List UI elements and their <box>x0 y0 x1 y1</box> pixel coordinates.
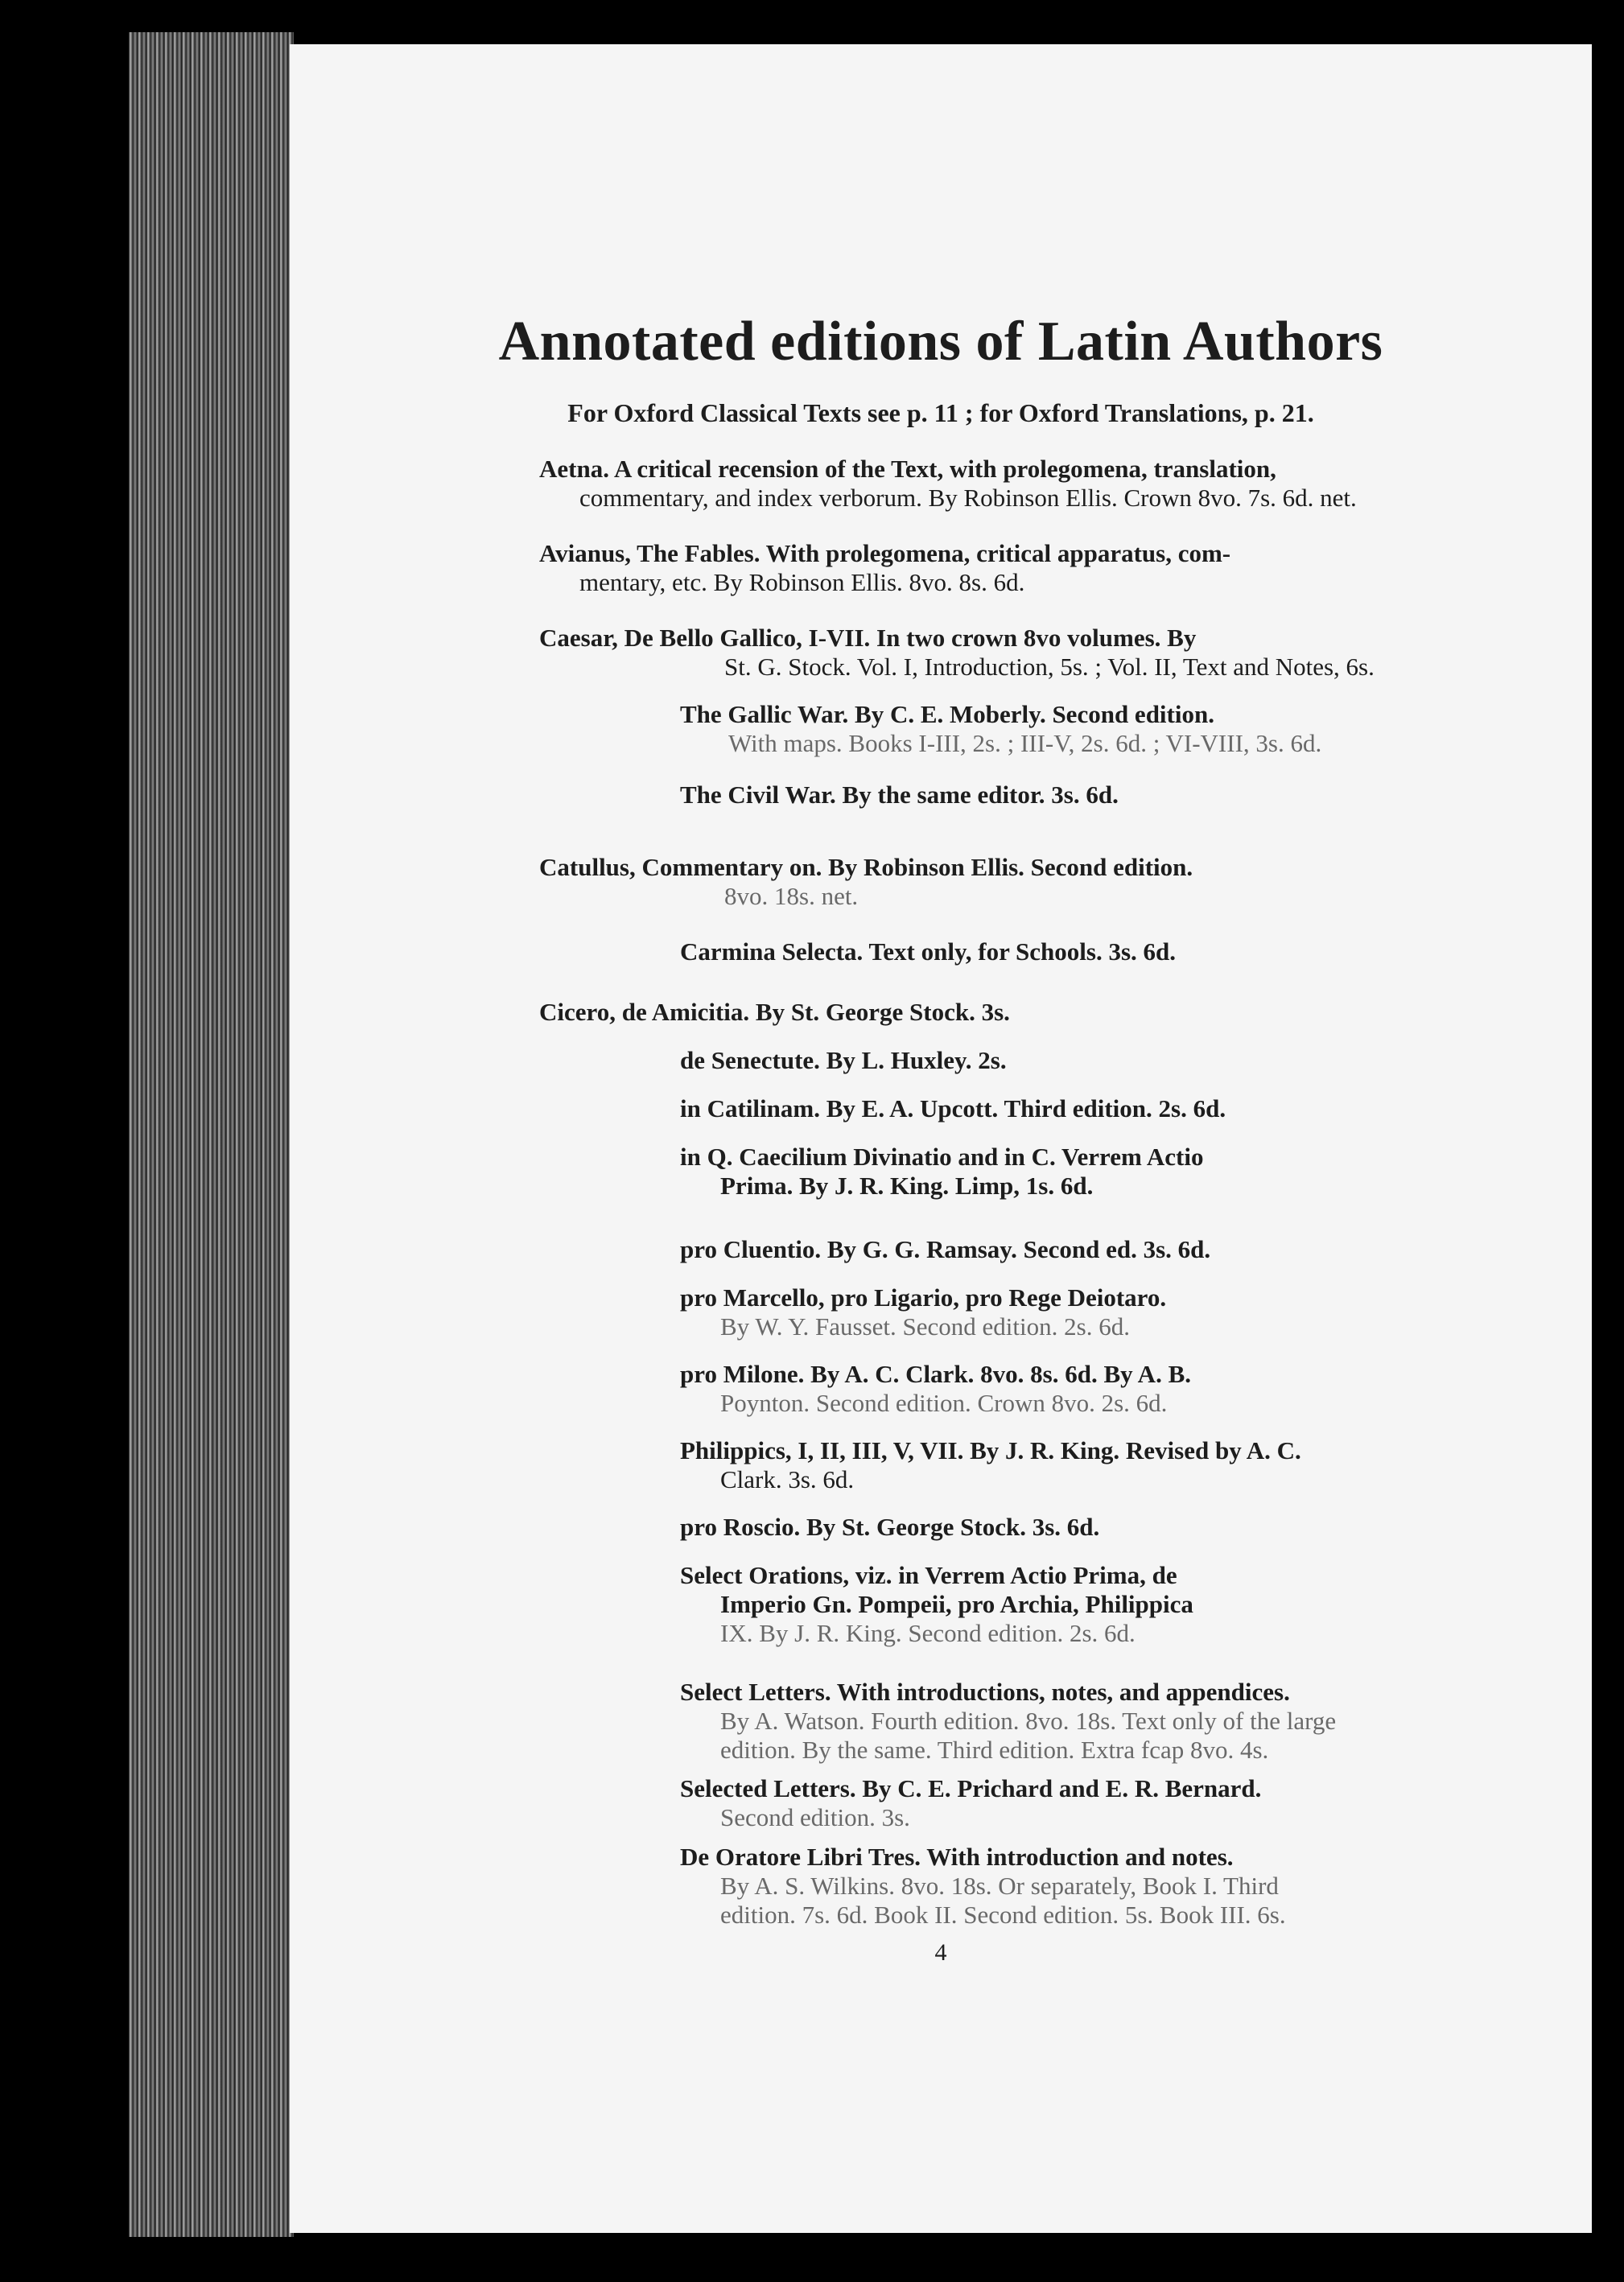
entry-roscio <box>680 1513 1099 1542</box>
entry-line: Second edition. 3s. <box>720 1803 910 1831</box>
book-page <box>290 44 1592 2233</box>
entry-line: By A. Watson. Fourth edition. 8vo. 18s. Text only of the large <box>720 1707 1337 1735</box>
entry-line: Carmina Selecta. Text only, for Schools. 3s. 6d. <box>680 937 1177 966</box>
entry-line: pro Roscio. By St. George Stock. 3s. 6d. <box>680 1513 1100 1541</box>
entry-line: St. G. Stock. Vol. I, Introduction, 5s. ; Vol. II, Text and Notes, 6s. <box>724 653 1375 681</box>
entry-line: edition. By the same. Third edition. Extra fcap 8vo. 4s. <box>720 1736 1269 1764</box>
entry-line: Poynton. Second edition. Crown 8vo. 2s. 6d. <box>720 1389 1168 1417</box>
entry-line: Select Orations, viz. in Verrem Actio Prima, de <box>680 1561 1177 1589</box>
entry-select-orations <box>680 1561 1193 1648</box>
entry-line: Cicero, de Amicitia. By St. George Stock. 3s. <box>539 998 1010 1026</box>
entry-select-letters <box>680 1678 1336 1765</box>
entry-philippics <box>680 1436 1301 1494</box>
entry-line: pro Marcello, pro Ligario, pro Rege Deiotaro. <box>680 1283 1167 1312</box>
entry-line: Imperio Gn. Pompeii, pro Archia, Philippica <box>720 1590 1193 1618</box>
entry-milone <box>680 1360 1191 1418</box>
entry-civil-war <box>680 781 1119 809</box>
entry-caesar <box>539 624 1375 682</box>
entry-line: pro Cluentio. By G. G. Ramsay. Second ed. 3s. 6d. <box>680 1235 1211 1263</box>
entry-aetna <box>539 455 1357 513</box>
entry-selected-letters <box>680 1774 1261 1832</box>
entry-divinatio <box>680 1143 1203 1201</box>
entry-line: Caesar, De Bello Gallico, I-VII. In two crown 8vo volumes. By <box>539 624 1197 652</box>
entry-line: By W. Y. Fausset. Second edition. 2s. 6d. <box>720 1312 1130 1341</box>
book-page-edges <box>129 32 294 2237</box>
entry-line: Philippics, I, II, III, V, VII. By J. R. King. Revised by A. C. <box>680 1436 1301 1464</box>
entry-line: Catullus, Commentary on. By Robinson Ellis. Second edition. <box>539 853 1193 881</box>
entry-line: de Senectute. By L. Huxley. 2s. <box>680 1046 1007 1074</box>
entry-line: edition. 7s. 6d. Book II. Second edition. 5s. Book III. 6s. <box>720 1901 1286 1929</box>
entry-cicero-amicitia <box>539 998 1010 1027</box>
page-subtitle: For Oxford Classical Texts see p. 11 ; for Oxford Translations, p. 21. <box>567 398 1314 427</box>
entry-gallic-war <box>680 700 1321 758</box>
entry-line: IX. By J. R. King. Second edition. 2s. 6d. <box>720 1619 1136 1647</box>
entry-line: Select Letters. With introductions, notes, and appendices. <box>680 1678 1290 1706</box>
entry-line: Aetna. A critical recension of the Text, with prolegomena, translation, <box>539 455 1276 483</box>
entry-line: Prima. By J. R. King. Limp, 1s. 6d. <box>720 1172 1094 1200</box>
entry-line: commentary, and index verborum. By Robinson Ellis. Crown 8vo. 7s. 6d. net. <box>579 484 1357 512</box>
entry-line: in Catilinam. By E. A. Upcott. Third edition. 2s. 6d. <box>680 1094 1226 1122</box>
entry-line: The Gallic War. By C. E. Moberly. Second edition. <box>680 700 1214 728</box>
entry-line: The Civil War. By the same editor. 3s. 6d. <box>680 781 1119 809</box>
entry-line: Avianus, The Fables. With prolegomena, critical apparatus, com- <box>539 539 1231 567</box>
entry-senectute <box>680 1046 1007 1075</box>
page-number: 4 <box>934 1939 947 1966</box>
entry-marcello <box>680 1283 1166 1341</box>
entry-line: pro Milone. By A. C. Clark. 8vo. 8s. 6d. By A. B. <box>680 1360 1192 1388</box>
entry-carmina <box>680 937 1176 966</box>
entry-line: By A. S. Wilkins. 8vo. 18s. Or separately, Book I. Third <box>720 1872 1279 1900</box>
entry-line: mentary, etc. By Robinson Ellis. 8vo. 8s. 6d. <box>579 568 1025 596</box>
entry-line: Selected Letters. By C. E. Prichard and E. R. Bernard. <box>680 1774 1262 1802</box>
entry-cluentio <box>680 1235 1210 1264</box>
entry-catilinam <box>680 1094 1226 1123</box>
entry-catullus <box>539 853 1193 911</box>
entry-line: De Oratore Libri Tres. With introduction and notes. <box>680 1843 1234 1871</box>
entry-de-oratore <box>680 1843 1286 1930</box>
entry-line: in Q. Caecilium Divinatio and in C. Verrem Actio <box>680 1143 1204 1171</box>
entry-line: With maps. Books I-III, 2s. ; III-V, 2s. 6d. ; VI-VIII, 3s. 6d. <box>728 729 1322 757</box>
entry-line: 8vo. 18s. net. <box>724 882 859 910</box>
page-title: Annotated editions of Latin Authors <box>498 311 1383 373</box>
entry-avianus <box>539 539 1230 597</box>
entry-line: Clark. 3s. 6d. <box>720 1465 855 1493</box>
